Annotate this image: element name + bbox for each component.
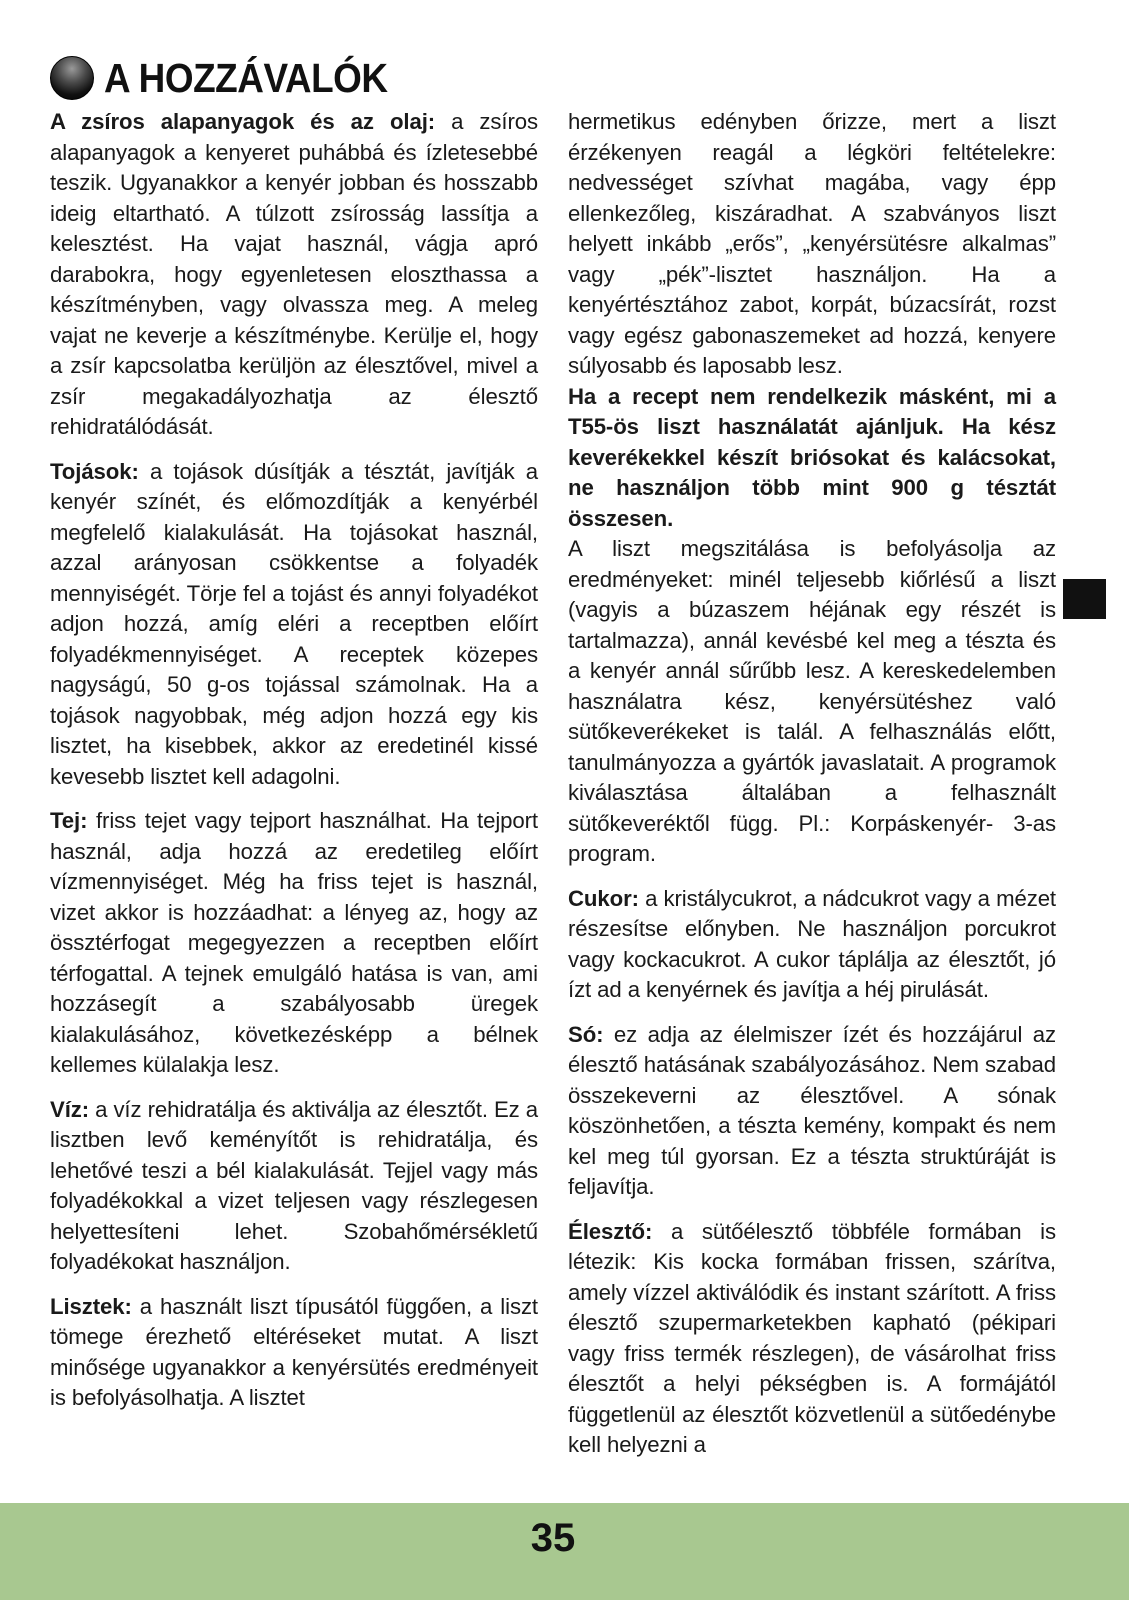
- label-fats: A zsíros alapanyagok és az olaj:: [50, 109, 436, 134]
- label-eggs: Tojások:: [50, 458, 139, 484]
- right-column: [568, 107, 1056, 1461]
- text-eggs: a tojások dúsítják a tésztát, javítják a kenyér színét, és előmozdítják a kenyérbél megfelelő kialakulását. Ha tojásokat használ, azzal arányosan csökkentse a folyadék mennyiségét. Törje fel a tojást és annyi folyadékot adjon hozzá, amíg eléri a receptben előírt folyadékmennyiséget. A receptek közepes nagyságú, 50 g-os tojással számolnak. Ha a tojások nagyobbak, még adjon hozzá egy kis lisztet, ha kisebbek, akkor az eredetinél kissé kevesebb lisztet kell adagolni.: [50, 458, 538, 789]
- text-fats: a zsíros alapanyagok a kenyeret puhábbá és ízletesebbé teszik. Ugyanakkor a kenyér jobban és hosszabb ideig eltartható. A túlzott zsírosság lassítja a kelesztést. Ha vajat használ, vágja apró darabokra, hogy egyenletesen eloszthassa a készítményben, vagy olvassza meg. A meleg vajat ne keverje a készítménybe. Kerülje el, hogy a zsír kapcsolatba kerüljön az élesztővel, mivel a zsír megakadályozhatja az élesztő rehidratálódását.: [50, 109, 538, 439]
- label-yeast: Élesztő:: [568, 1218, 653, 1244]
- paragraph-yeast: [568, 1217, 1056, 1461]
- label-sugar: Cukor:: [568, 885, 639, 911]
- paragraph-sugar: [568, 884, 1056, 1006]
- paragraph-water: [50, 1095, 538, 1278]
- text-milk: friss tejet vagy tejport használhat. Ha tejport használ, adja hozzá az eredetileg előírt vízmennyiséget. Még ha friss tejet is használ, vizet akkor is hozzáadhat: a lényeg az, hogy az össztérfogat megegyezzen a receptben előírt térfogattal. A tejnek emulgáló hatása is van, ami hozzásegít a szabályosabb üregek kialakulásához, következésképp a bélnek kellemes külalakja lesz.: [50, 808, 538, 1077]
- chapter-tab-marker: [1063, 579, 1106, 619]
- label-flours: Lisztek:: [50, 1293, 132, 1319]
- paragraph-salt: [568, 1020, 1056, 1203]
- text-salt: ez adja az élelmiszer ízét és hozzájárul az élesztő hatásának szabályozásához. Nem szabad összekeverni az élesztővel. A sónak köszönhetően, a tészta kemény, kompakt és nem kel meg túl gyorsan. Ez a tészta struktúráját is feljavítja.: [568, 1021, 1056, 1199]
- label-water: Víz:: [50, 1096, 90, 1122]
- left-column: [50, 107, 538, 1414]
- paragraph-flours-sifting: A liszt megszitálása is befolyásolja az eredményeket: minél teljesebb kiőrlésű a liszt (vagyis a búzaszem héjának egy részét is tartalmazza), annál kevésbé kel meg a tészta és a kenyér annál sűrűbb lesz. A kereskedelemben használatra kész, kenyérsütéshez való sütőkeverékeket is talál. A felhasználás előtt, tanulmányozza a gyártók javaslatait. A programok kiválasztása általában a felhasznált sütőkeveréktől függ. Pl.: Korpáskenyér- 3-as program.: [568, 536, 1056, 866]
- text-water: a víz rehidratálja és aktiválja az élesztőt. Ez a lisztben levő keményítőt is rehidratálja, és lehetővé teszi a bél kialakulását. Tejjel vagy más folyadékokkal a vizet teljesen vagy részlegesen helyettesíteni lehet. Szobahőmérsékletű folyadékokat használjon.: [50, 1096, 538, 1274]
- paragraph-milk: [50, 806, 538, 1081]
- label-milk: Tej:: [50, 808, 88, 833]
- paragraph-flours: [50, 1292, 538, 1414]
- text-sugar: a kristálycukrot, a nádcukrot vagy a mézet részesítse előnyben. Ne használjon porcukrot vagy kockacukrot. A cukor táplálja az élesztőt, jó ízt ad a kenyérnek és javítja a héj pirulását.: [568, 885, 1056, 1002]
- paragraph-flours-continued: hermetikus edényben őrizze, mert a liszt érzékenyen reagál a légköri feltételekre: nedvességet szívhat magába, vagy épp ellenkezőleg, kiszáradhat. A szabványos liszt helyett inkább „erős”, „kenyérsütésre alkalmas” vagy „pék”-lisztet használjon. Ha a kenyértésztához zabot, korpát, búzacsírát, rozst vagy egész gabonaszemeket ad hozzá, kenyere súlyosabb és laposabb lesz.: [568, 109, 1056, 378]
- label-salt: Só:: [568, 1021, 604, 1047]
- page-title: A HOZZÁVALÓK: [104, 54, 388, 101]
- paragraph-eggs: [50, 457, 538, 793]
- paragraph-flours-recommendation: Ha a recept nem rendelkezik másként, mi a T55-ös liszt használatát ajánljuk. Ha kész keverékekkel készít briósokat és kalácsokat, ne használjon több mint 900 g tésztát összesen.: [568, 383, 1056, 531]
- bullet-circle-icon: [50, 56, 94, 100]
- text-yeast: a sütőélesztő többféle formában is létezik: Kis kocka formában frissen, szárítva, amely vízzel aktiválódik és instant szárított. A friss élesztő szupermarketekben kapható (pékipari vagy friss termék részlegen), de vásárolhat friss élesztőt a helyi pékségben is. A formájától függetlenül az élesztőt közvetlenül a sütőedénybe kell helyezni a: [568, 1218, 1056, 1457]
- page-header: [50, 52, 419, 104]
- paragraph-fats: [50, 107, 538, 443]
- page-number: 35: [530, 1515, 576, 1560]
- text-flours: a használt liszt típusától függően, a liszt tömege érezhető eltéréseket mutat. A liszt minősége ugyanakkor a kenyérsütés eredményeit is befolyásolhatja. A lisztet: [50, 1293, 538, 1410]
